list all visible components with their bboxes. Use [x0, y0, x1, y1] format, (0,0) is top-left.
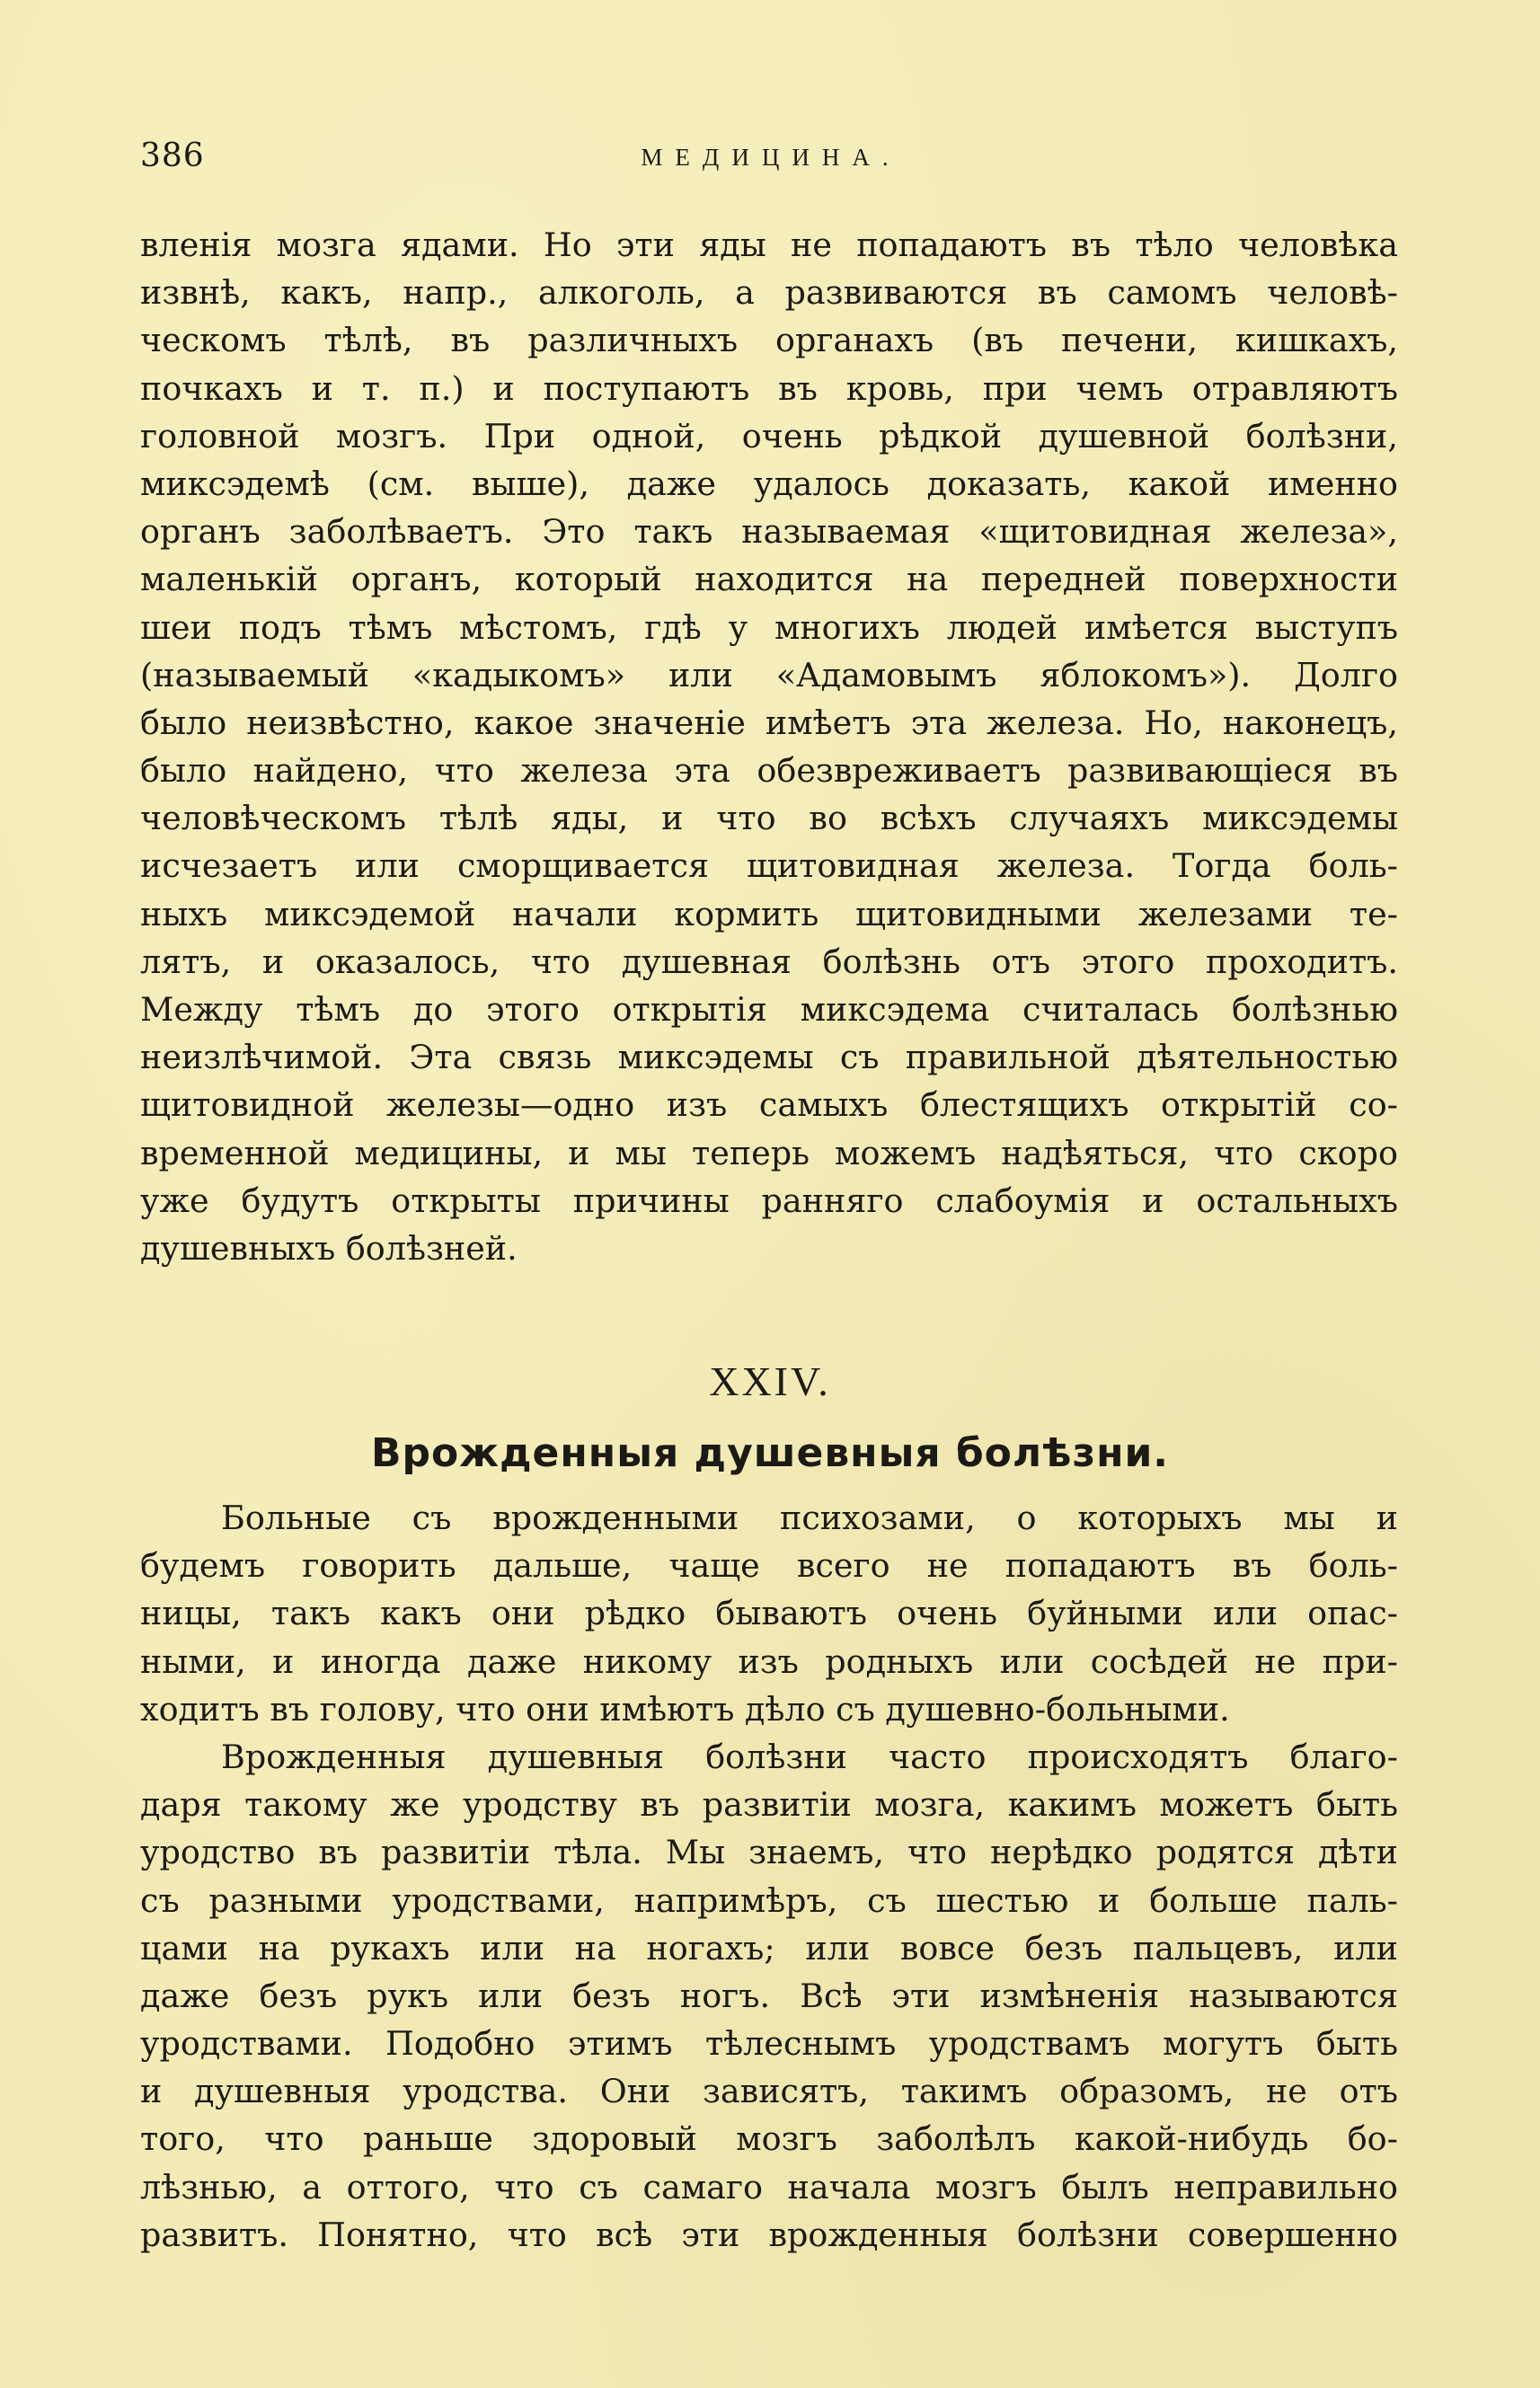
- text-line: съ разными уродствами, напримѣръ, съ шестью и больше паль-: [140, 1880, 1398, 1920]
- text-line: почкахъ и т. п.) и поступаютъ въ кровь, при чемъ отравляютъ: [140, 368, 1398, 408]
- text-line: (называемый «кадыкомъ» или «Адамовымъ яблокомъ»). Долго: [140, 655, 1398, 694]
- text-line: Больные съ врожденными психозами, о которыхъ мы и: [221, 1499, 1398, 1537]
- text-line: было найдено, что железа эта обезвреживаетъ развивающіеся въ: [140, 751, 1398, 791]
- text-line: щитовидной железы—одно изъ самыхъ блестящихъ открытій со-: [140, 1085, 1398, 1125]
- text-line: было неизвѣстно, какое значеніе имѣетъ эта железа. Но, наконецъ,: [140, 703, 1398, 742]
- text-line: даже безъ рукъ или безъ ногъ. Всѣ эти измѣненія называются: [140, 1976, 1398, 2015]
- text-line: Врожденныя душевныя болѣзни часто происходятъ благо-: [221, 1737, 1398, 1776]
- text-line: вленія мозга ядами. Но эти яды не попадаютъ въ тѣло человѣка: [140, 226, 1398, 264]
- text-line: даря такому же уродству въ развитіи мозга, какимъ можетъ быть: [140, 1785, 1398, 1825]
- text-line: развитъ. Понятно, что всѣ эти врожденныя болѣзни совершенно: [140, 2215, 1398, 2254]
- text-line: головной мозгъ. При одной, очень рѣдкой душевной болѣзни,: [140, 416, 1398, 455]
- text-line: ными, и иногда даже никому изъ родныхъ или сосѣдей не при-: [140, 1641, 1398, 1681]
- text-line: лѣзнью, а оттого, что съ самаго начала мозгъ былъ неправильно: [140, 2167, 1398, 2207]
- text-line: будемъ говорить дальше, чаще всего не попадаютъ въ боль-: [140, 1546, 1398, 1586]
- text-line: уродство въ развитіи тѣла. Мы знаемъ, что нерѣдко родятся дѣти: [140, 1833, 1398, 1872]
- text-line: уродствами. Подобно этимъ тѣлеснымъ уродствамъ могутъ быть: [140, 2024, 1398, 2064]
- text-line: шеи подъ тѣмъ мѣстомъ, гдѣ у многихъ людей имѣется выступъ: [140, 607, 1398, 647]
- text-line: уже будутъ открыты причины ранняго слабоумія и остальныхъ: [140, 1181, 1398, 1220]
- text-line: душевныхъ болѣзней.: [140, 1228, 518, 1268]
- text-line: извнѣ, какъ, напр., алкоголь, а развиваются въ самомъ человѣ-: [140, 273, 1398, 313]
- text-line: миксэдемѣ (см. выше), даже удалось доказать, какой именно: [140, 464, 1398, 503]
- text-line: цами на рукахъ или на ногахъ; или вовсе безъ пальцевъ, или: [140, 1928, 1398, 1968]
- chapter-body: [140, 1494, 1398, 2259]
- text-line: ныхъ миксэдемой начали кормить щитовидными железами те-: [140, 894, 1398, 933]
- page-header: [140, 133, 1402, 187]
- chapter-number: XXIV.: [709, 1358, 831, 1404]
- text-line: временной медицины, и мы теперь можемъ надѣяться, что скоро: [140, 1133, 1398, 1172]
- text-line: того, что раньше здоровый мозгъ заболѣлъ какой-нибудь бо-: [140, 2119, 1398, 2159]
- text-line: и душевныя уродства. Они зависятъ, такимъ образомъ, не отъ: [140, 2072, 1398, 2111]
- text-line: Между тѣмъ до этого открытія миксэдема считалась болѣзнью: [140, 990, 1398, 1029]
- page-number: 386: [140, 137, 205, 174]
- chapter-title: Врожденныя душевныя болѣзни.: [370, 1430, 1170, 1476]
- text-line: ницы, такъ какъ они рѣдко бываютъ очень буйными или опас-: [140, 1594, 1398, 1633]
- text-line: маленькій органъ, который находится на передней поверхности: [140, 560, 1398, 599]
- text-line: человѣческомъ тѣлѣ яды, и что во всѣхъ случаяхъ миксэдемы: [140, 799, 1398, 838]
- text-line: органъ заболѣваетъ. Это такъ называемая «щитовидная железа»,: [140, 512, 1398, 552]
- text-line: неизлѣчимой. Эта связь миксэдемы съ правильной дѣятельностью: [140, 1038, 1398, 1077]
- text-line: ческомъ тѣлѣ, въ различныхъ органахъ (въ печени, кишкахъ,: [140, 321, 1398, 360]
- paragraph-continuation: [140, 221, 1398, 1272]
- text-line: ходитъ въ голову, что они имѣютъ дѣло съ душевно-больными.: [140, 1689, 1230, 1729]
- text-line: лятъ, и оказалось, что душевная болѣзнь отъ этого проходитъ.: [140, 942, 1398, 981]
- text-line: исчезаетъ или сморщивается щитовидная железа. Тогда боль-: [140, 846, 1398, 886]
- running-head: МЕДИЦИНА.: [641, 144, 901, 171]
